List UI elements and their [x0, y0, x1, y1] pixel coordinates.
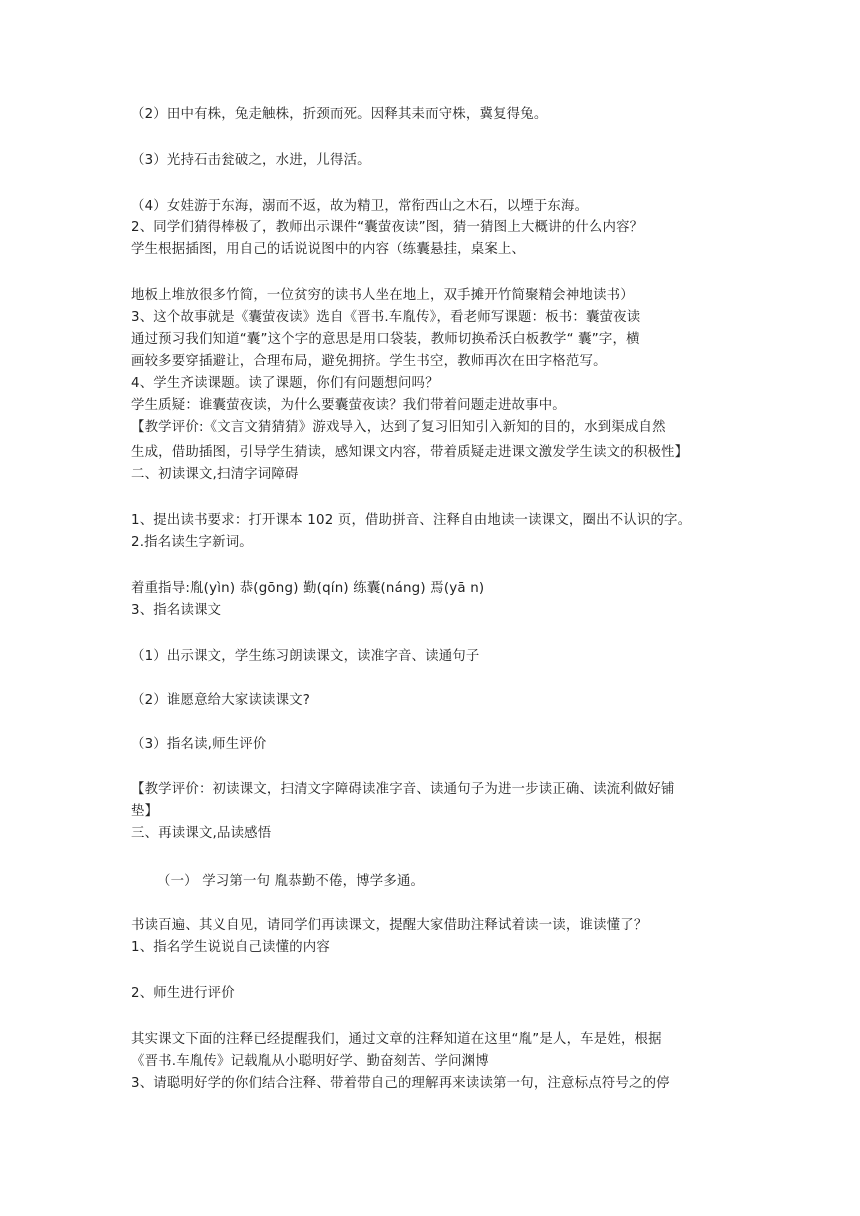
- text-line: 画较多要穿插避让，合理布局，避免拥挤。学生书空，教师再次在田字格范写。: [131, 354, 607, 369]
- text-line: （4）女娃游于东海，溺而不返，故为精卫，常衔西山之木石，以堙于东海。: [131, 199, 589, 214]
- text-line: 学生质疑：谁囊萤夜读，为什么要囊萤夜读？我们带着问题走进故事中。: [131, 398, 566, 413]
- text-line: （2）谁愿意给大家读读课文?: [131, 693, 311, 708]
- section-heading: 三、再读课文,品读感悟: [131, 826, 272, 841]
- text-line: 学生根据插图，用自己的话说说图中的内容（练囊悬挂，桌案上、: [131, 242, 526, 257]
- text-line: 2、师生进行评价: [131, 986, 235, 1001]
- text-line: （1）出示课文，学生练习朗读课文，读准字音、读通句子: [131, 649, 480, 664]
- subsection-heading: （一） 学习第一句 胤恭勤不倦，博学多通。: [157, 874, 425, 889]
- text-line: 地板上堆放很多竹简，一位贫穷的读书人坐在地上，双手摊开竹简聚精会神地读书）: [131, 288, 634, 303]
- text-line: （3）光持石击瓮破之，水进，儿得活。: [131, 153, 371, 168]
- text-line: 通过预习我们知道“囊”这个字的意思是用口袋装，教师切换希沃白板教学“ 囊”字，横: [131, 332, 640, 347]
- text-line: （2）田中有株，兔走触株，折颈而死。因释其耒而守株，冀复得兔。: [131, 107, 548, 122]
- text-line: 着重指导:胤(yìn) 恭(gōng) 勤(qín) 练囊(náng) 焉(yā n): [131, 581, 485, 596]
- text-line: 【教学评价:《文言文猜猜猜》游戏导入，达到了复习旧知引入新知的目的，水到渠成自然: [131, 420, 666, 435]
- text-line: 3、请聪明好学的你们结合注释、带着带自己的理解再来读读第一句，注意标点符号之的停: [131, 1076, 670, 1091]
- text-line: 生成，借助插图，引导学生猜读，感知课文内容，带着质疑走进课文激发学生读文的积极性】: [131, 445, 689, 460]
- text-line: 1、指名学生说说自己读懂的内容: [131, 940, 330, 955]
- text-line: 2、同学们猜得棒极了，教师出示课件“囊萤夜读”图，猜一猜图上大概讲的什么内容？: [131, 220, 644, 235]
- text-line: （3）指名读,师生评价: [131, 737, 267, 752]
- text-line: 《晋书.车胤传》记载胤从小聪明好学、勤奋刻苦、学问渊博: [131, 1054, 489, 1069]
- text-line: 书读百遍、其义自见，请同学们再读课文，提醒大家借助注释试着读一读，谁读懂了？: [131, 918, 648, 933]
- text-line: 垫】: [131, 804, 159, 819]
- text-line: 4、学生齐读课题。读了课题，你们有问题想问吗？: [131, 376, 439, 391]
- text-line: 2.指名读生字新词。: [131, 535, 253, 550]
- text-line: 【教学评价：初读课文，扫清文字障碍读准字音、读通句子为进一步读正确、读流利做好铺: [131, 782, 675, 797]
- text-line: 1、提出读书要求：打开课本 102 页，借助拼音、注释自由地读一读课文，圈出不认识的字。: [131, 513, 692, 528]
- section-heading: 二、初读课文,扫清字词障碍: [131, 467, 299, 482]
- text-line: 3、指名读课文: [131, 603, 222, 618]
- text-line: 3、这个故事就是《囊萤夜读》选自《晋书.车胤传》，看老师写课题：板书：囊萤夜读: [131, 310, 641, 325]
- text-line: 其实课文下面的注释已经提醒我们，通过文章的注释知道在这里“胤”是人，车是姓，根据: [131, 1032, 662, 1047]
